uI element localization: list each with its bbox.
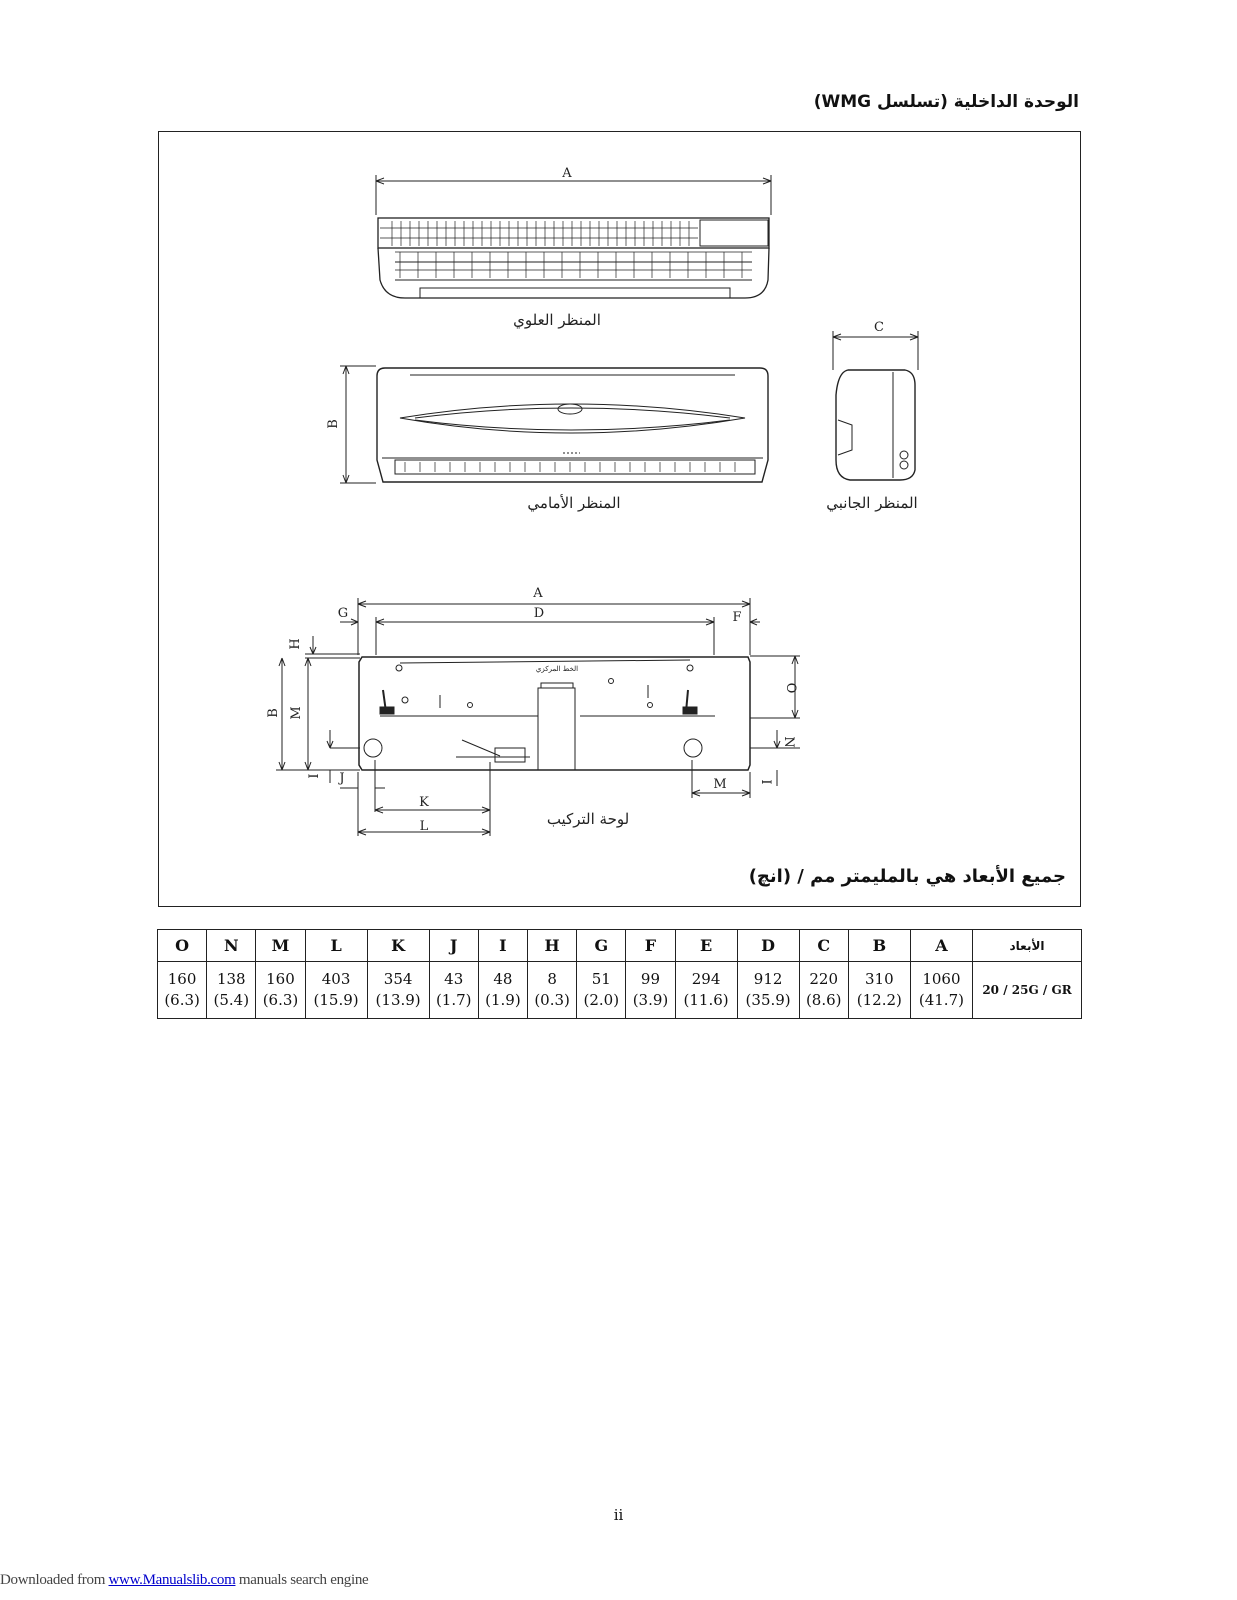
center-line-label: الخط المركزي [535,665,579,673]
value-inch: (6.3) [164,991,200,1009]
mounting-plate-drawing [276,598,800,836]
value-mm: 160 [266,970,295,988]
dimensions-table [157,929,1082,1019]
dim-B-plate: B [266,708,281,718]
dim-M-left: M [289,706,304,720]
table-cell [305,962,367,1019]
table-cell [737,962,799,1019]
table-cell [626,962,675,1019]
dim-G: G [337,606,349,621]
value-mm: 138 [216,970,246,988]
col-header: B [848,930,910,962]
col-header: J [429,930,478,962]
col-header: O [158,930,207,962]
col-header: M [256,930,305,962]
value-mm: 403 [321,970,351,988]
value-inch: (12.2) [856,991,902,1009]
value-mm: 43 [444,970,464,988]
table-cell [577,962,626,1019]
value-mm: 51 [591,970,611,988]
col-header: N [207,930,256,962]
dim-H: H [288,638,303,650]
row-label-header: الأبعاد [973,930,1082,962]
table-cell [207,962,256,1019]
col-header: A [910,930,972,962]
col-header: K [367,930,429,962]
value-inch: (15.9) [313,991,359,1009]
top-view-slats [392,221,742,278]
dim-M-right: M [713,777,727,792]
page-title: الوحدة الداخلية (تسلسل WMG) [813,92,1079,112]
value-inch: (8.6) [805,991,842,1009]
table-cell [158,962,207,1019]
dim-I-left: I [307,773,322,779]
front-view-drawing [340,366,768,483]
col-header: H [528,930,577,962]
value-inch: (13.9) [375,991,421,1009]
table-cell [256,962,305,1019]
dim-J: J [339,771,345,786]
front-view-louvers [405,462,735,472]
value-inch: (0.3) [534,991,570,1009]
value-inch: (2.0) [583,991,620,1009]
view-labels [513,311,918,828]
dim-O: O [783,682,798,694]
value-inch: (3.9) [632,991,669,1009]
units-note: جميع الأبعاد هي بالمليمتر مم / (انچ) [748,866,1066,887]
value-mm: 310 [865,970,894,988]
value-mm: 160 [167,970,197,988]
value-mm: 8 [547,970,557,988]
dim-A-top: A [562,166,572,181]
col-header: G [577,930,626,962]
footer-prefix: Downloaded from [0,1572,109,1588]
col-header: C [799,930,848,962]
top-view-label: المنظر العلوي [513,311,601,329]
dim-I-right: I [758,779,773,785]
dim-D: D [533,606,545,621]
value-inch: (11.6) [683,991,729,1009]
side-view-drawing [833,331,918,480]
value-inch: (41.7) [918,991,964,1009]
dim-C: C [874,320,884,335]
value-mm: 294 [691,970,721,988]
side-view-label: المنظر الجانبي [826,494,918,512]
dim-F: F [732,610,742,625]
footer-suffix: manuals search engine [235,1572,369,1588]
col-header: E [675,930,737,962]
footer [0,1572,368,1589]
top-view-drawing [376,175,771,298]
page-number: ii [613,1506,624,1524]
value-mm: 1060 [922,970,961,988]
dim-B-front: B [326,419,341,429]
table-row [158,962,1082,1019]
dim-N: N [781,736,796,748]
table-header-row [158,930,1082,962]
table-cell [429,962,478,1019]
col-header: D [737,930,799,962]
value-inch: (5.4) [213,991,250,1009]
table-cell [799,962,848,1019]
mounting-plate-label: لوحة التركيب [546,810,630,828]
col-header: F [626,930,675,962]
value-mm: 48 [493,970,513,988]
model-cell: 20 / 25G / GR [973,962,1082,1019]
value-mm: 99 [640,970,661,988]
col-header: I [478,930,527,962]
table-cell [367,962,429,1019]
table-cell [675,962,737,1019]
value-mm: 912 [753,970,783,988]
value-inch: (1.7) [435,991,472,1009]
front-view-label: المنظر الأمامي [527,494,621,512]
manualslib-link[interactable]: www.Manualslib.com [108,1572,236,1588]
value-inch: (6.3) [262,991,299,1009]
value-inch: (35.9) [745,991,791,1009]
table-cell [848,962,910,1019]
col-header: L [305,930,367,962]
table-cell [528,962,577,1019]
value-mm: 220 [809,970,839,988]
table-cell [910,962,972,1019]
value-mm: 354 [383,970,413,988]
value-inch: (1.9) [485,991,521,1009]
table-cell [478,962,527,1019]
dim-L: L [419,819,429,834]
dim-K: K [419,795,429,810]
dim-A-plate: A [533,586,543,601]
